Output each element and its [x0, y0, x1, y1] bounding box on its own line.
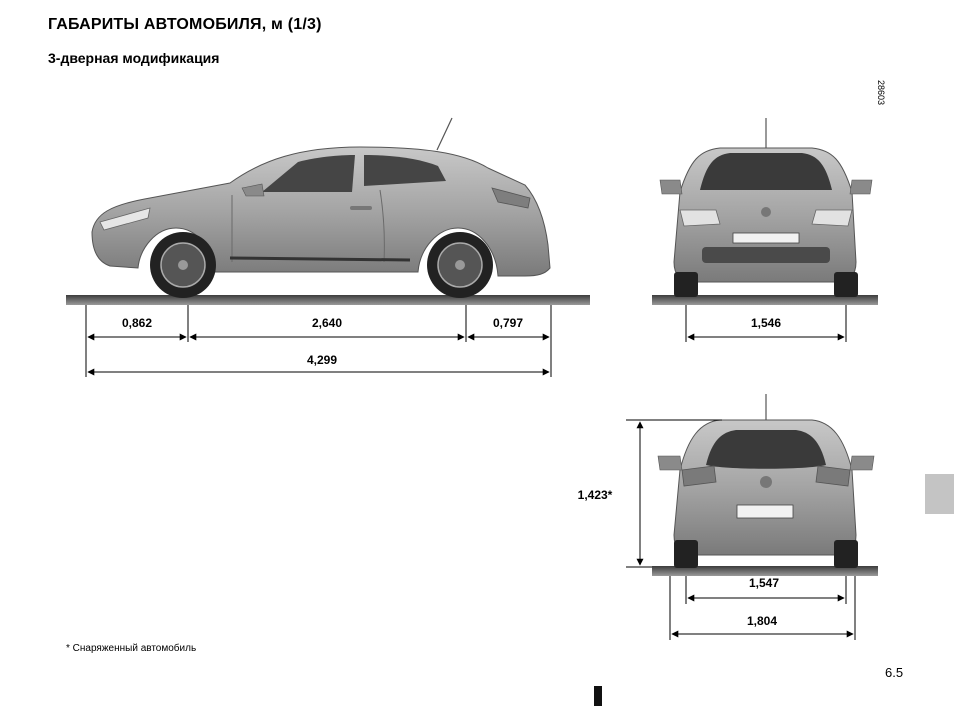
page-number: 6.5 — [885, 665, 904, 680]
front-plate — [733, 233, 799, 243]
windshield — [700, 153, 832, 190]
page-title: ГАБАРИТЫ АВТОМОБИЛЯ, м (1/3) — [48, 16, 322, 33]
height-label: 1,423* — [577, 488, 613, 502]
rear-track-label: 1,547 — [748, 576, 780, 590]
page-subtitle: 3-дверная модификация — [48, 50, 220, 66]
car-front-view — [652, 118, 878, 305]
wheelbase-label: 2,640 — [311, 316, 343, 330]
car-rear-view — [652, 394, 878, 576]
front-overhang-label: 0,862 — [121, 316, 153, 330]
total-length-label: 4,299 — [306, 353, 338, 367]
rear-overhang-label: 0,797 — [492, 316, 524, 330]
figure-reference-number: 28603 — [876, 80, 886, 106]
page-marker — [594, 686, 602, 706]
width-label: 1,804 — [746, 614, 778, 628]
footnote: * Снаряженный автомобиль — [66, 643, 197, 654]
car-side-view — [66, 118, 590, 305]
rear-window — [706, 430, 826, 469]
front-track-label: 1,546 — [750, 316, 782, 330]
chapter-tab — [925, 474, 954, 514]
ground-side — [66, 295, 590, 305]
rear-plate — [737, 505, 793, 518]
